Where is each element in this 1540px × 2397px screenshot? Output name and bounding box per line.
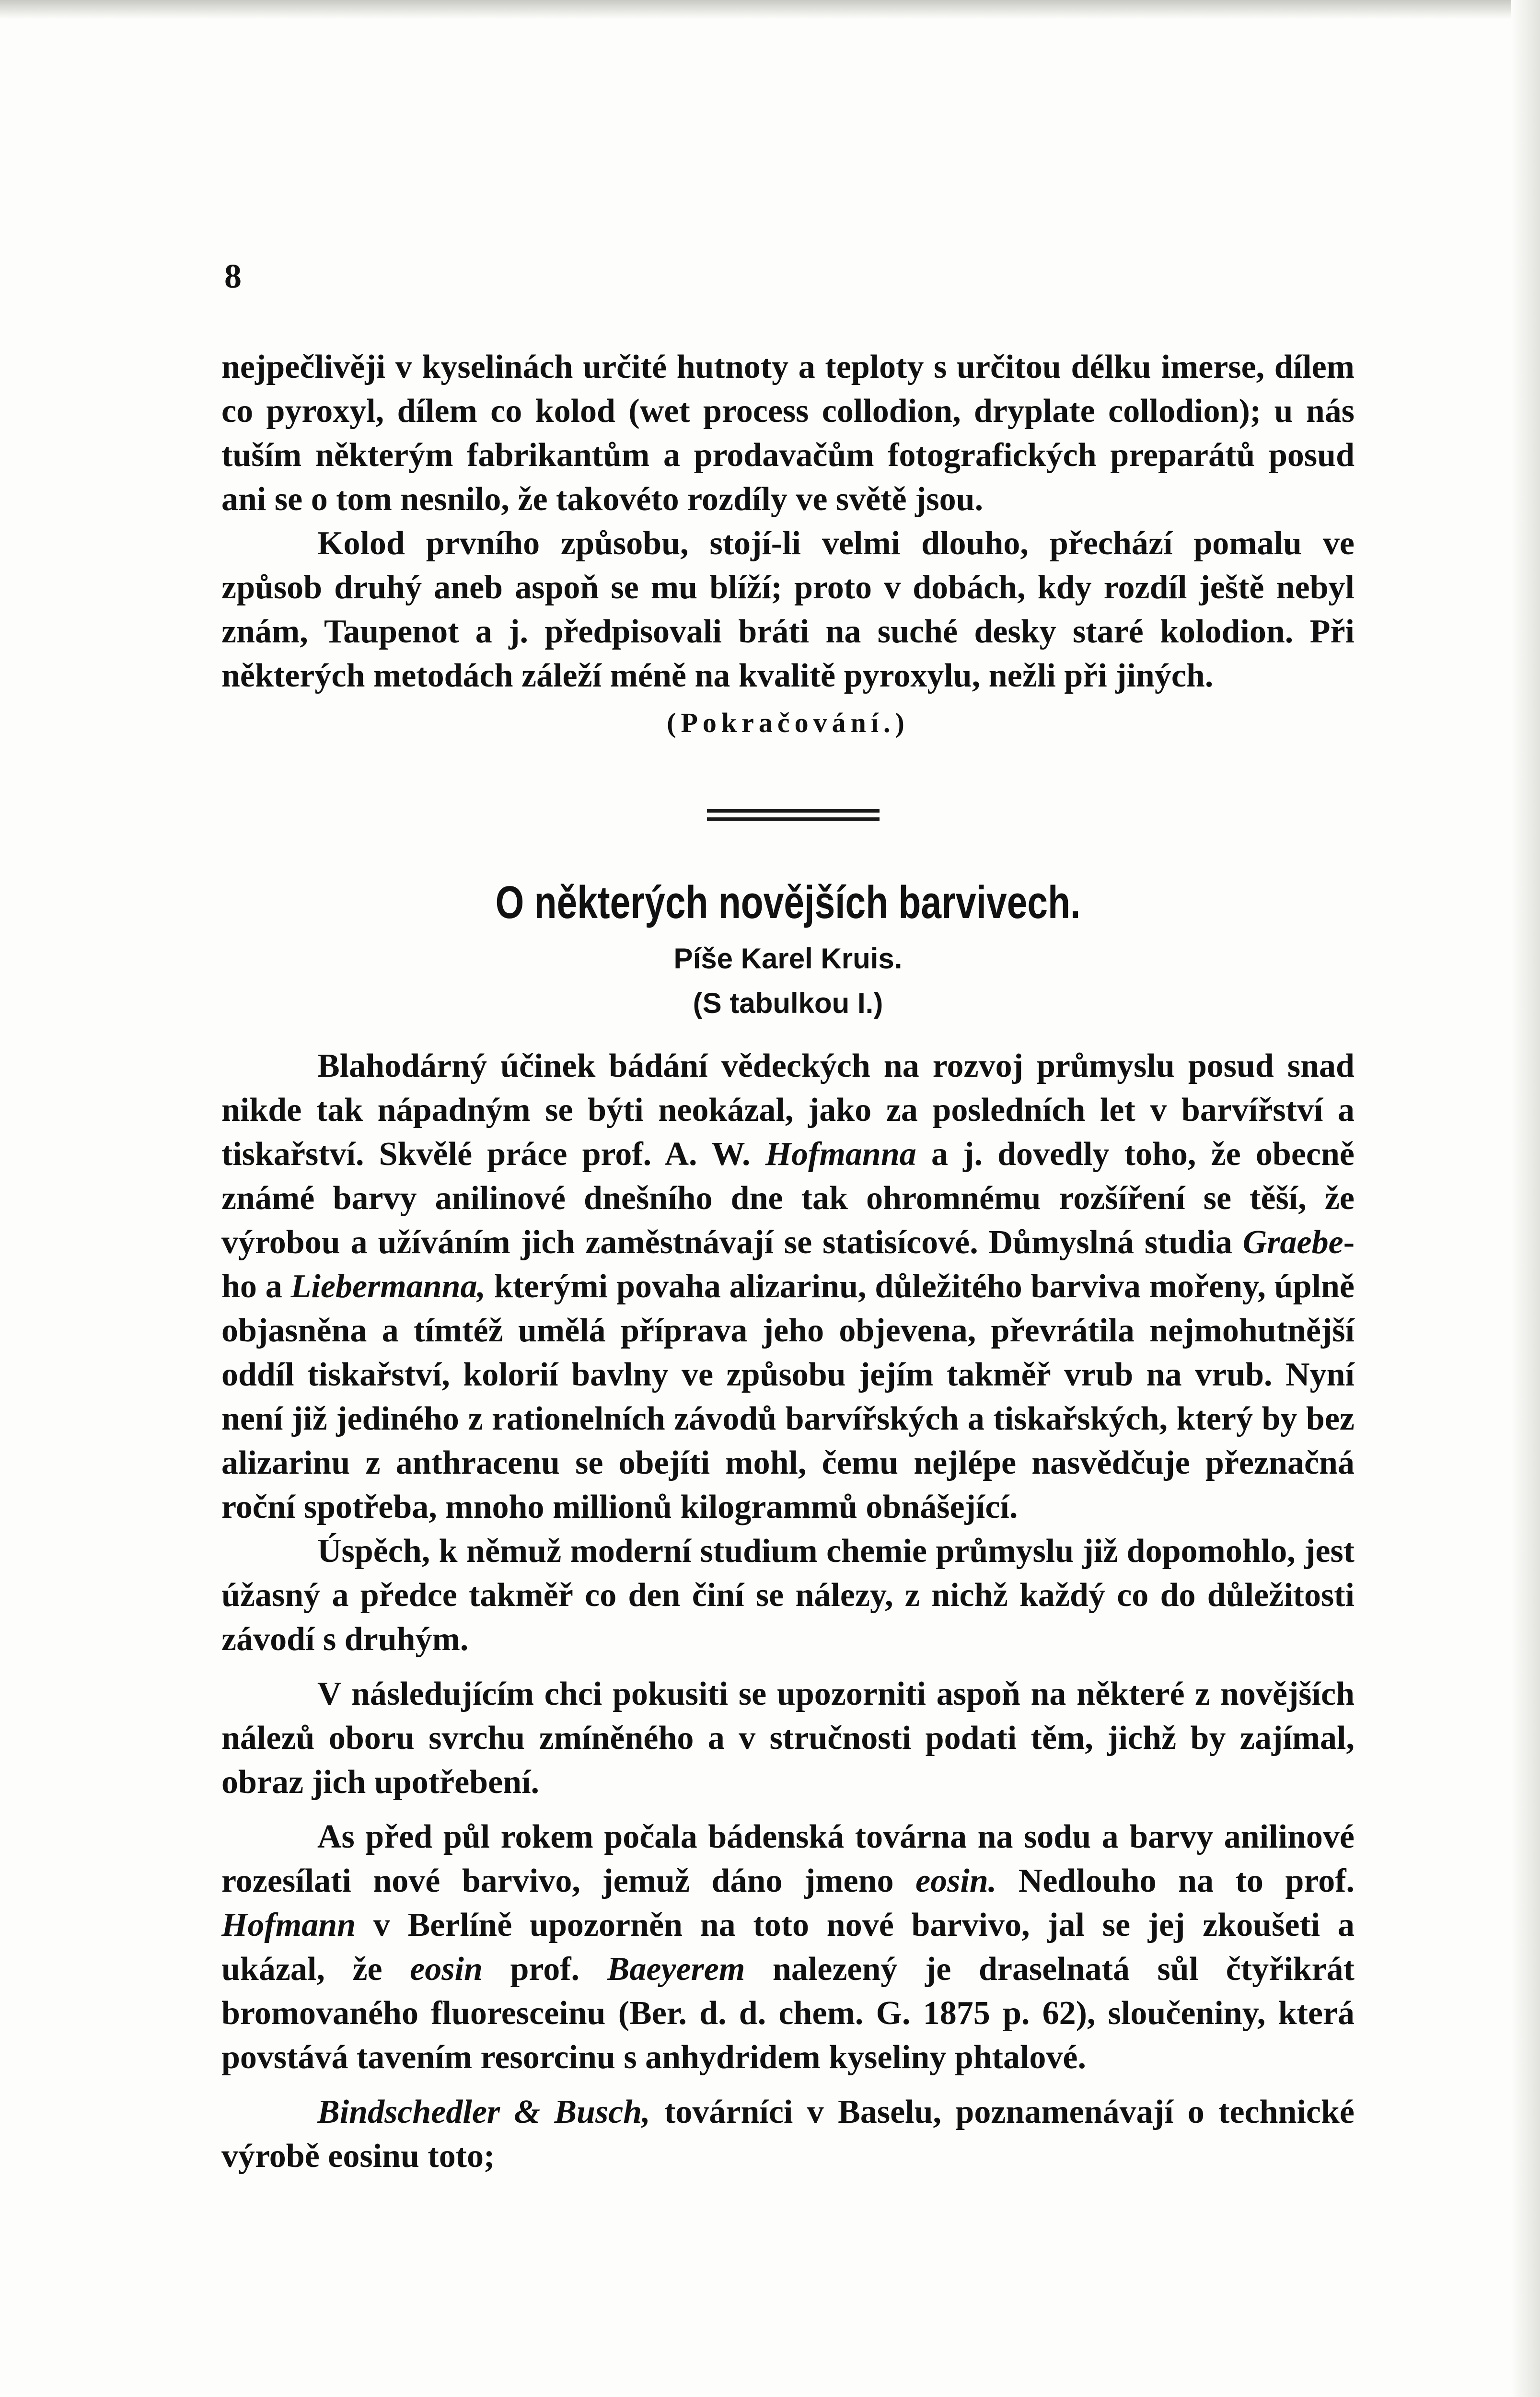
paragraph-success: Úspěch, k němuž moderní studium chemie průmyslu již dopomohlo, jest úžasný a předce takměř co den činí se nálezy, z nichž každý co do důležitosti závodí s druhým.: [221, 1533, 1355, 1658]
paragraph-kolod: Kolod prvního způsobu, stojí-li velmi dlouho, přechází pomalu ve způsob druhý aneb aspoň se mu blíží; proto v dobách, kdy rozdíl ještě nebyl znám, Taupenot a j. předpisovali bráti na suché desky staré kolodion. Při některých metodách záleží méně na kvalitě pyroxylu, nežli při jiných.: [221, 525, 1355, 694]
page-number: 8: [224, 257, 242, 295]
scan-edge-right: [1511, 0, 1540, 2397]
continued-note: (Pokračování.): [667, 707, 909, 738]
article-title: O některých novějších barvivech.: [495, 877, 1081, 928]
divider-line-2: [707, 817, 880, 821]
article-body: [221, 1044, 1355, 2178]
paragraph-eosin: As před půl rokem počala bádenská továrna na sodu a barvy anilinové rozesílati nové barvivo, jemuž dáno jmeno eosin. Nedlouho na to prof. Hofmann v Berlíně upozorněn na toto nové barvivo, jal se jej zkoušeti a ukázal, že eosin prof. Baeyerem nalezený je draselnatá sůl čtyřikrát bromovaného fluoresceinu (Ber. d. d. chem. G. 1875 p. 62), sloučeniny, která povstává tavením resorcinu s anhydridem kyseliny phtalové.: [221, 1818, 1355, 2076]
scan-edge-top: [0, 0, 1540, 19]
paragraph-bindschedler: Bindschedler & Busch, továrníci v Baselu, poznamenávají o technické výrobě eosinu toto;: [221, 2094, 1355, 2175]
paragraph-following: V následujícím chci pokusiti se upozorniti aspoň na některé z novějších nálezů oboru svrchu zmíněného a v stručnosti podati těm, jichž by zajímal, obraz jich upotřebení.: [221, 1676, 1355, 1801]
paragraph-intro: Blahodárný účinek bádání vědeckých na rozvoj průmyslu posud snad nikde tak nápadným se býti neokázal, jako za posledních let v barvířství a tiskařství. Skvělé práce prof. A. W. Hofmanna a j. dovedly toho, že obecně známé barvy anilinové dnešního dne tak ohromnému rozšíření se těší, že výrobou a užíváním jich zaměstnávají se statisícové. Důmyslná studia Graebe-ho a Liebermanna, kterými povaha alizarinu, důležitého barviva mořeny, úplně objasněna a tímtéž umělá příprava jeho objevena, převrátila nejmohutnější oddíl tiskařství, kolorií bavlny ve způsobu jejím takměř vrub na vrub. Nyní není již jediného z rationelních závodů barvířských a tiskařských, který by bez alizarinu z anthracenu se obejíti mohl, čemu nejlépe nasvědčuje přeznačná roční spotřeba, mnoho millionů kilogrammů obnášející.: [221, 1047, 1355, 1525]
continued-article: [221, 345, 1355, 745]
article-table-note: (S tabulkou I.): [693, 987, 883, 1019]
article-author: Píše Karel Kruis.: [673, 943, 903, 975]
divider-line-1: [707, 809, 880, 813]
section-divider: [707, 809, 880, 826]
paragraph-continuation: nejpečlivěji v kyselinách určité hutnoty a teploty s určitou délku imerse, dílem co pyroxyl, dílem co kolod (wet process collodion, dryplate collodion); u nás tuším některým fabrikantům a prodavačům fotografických preparátů posud ani se o tom nesnilo, že takovéto rozdíly ve světě jsou.: [221, 349, 1355, 518]
